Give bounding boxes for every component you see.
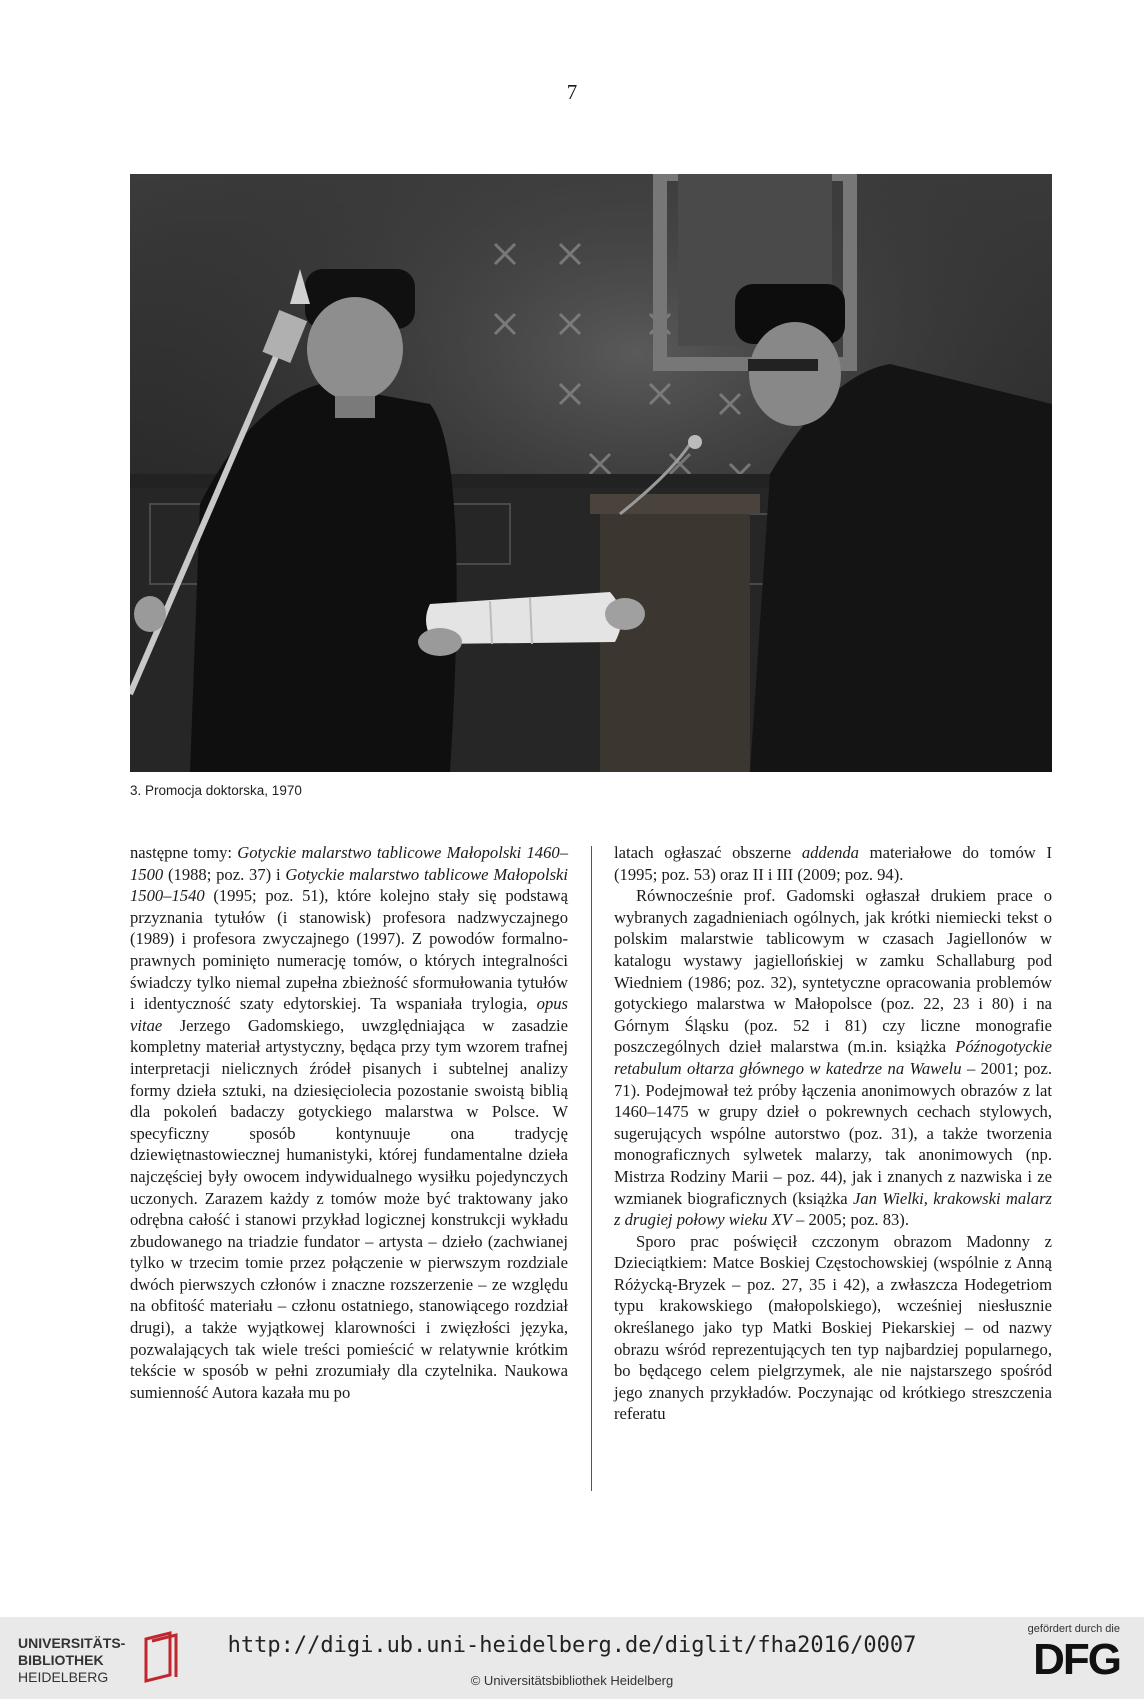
paragraph: następne tomy: Gotyckie malarstwo tablicowe Małopolski 1460–1500 (1988; poz. 37) i Gotyckie malarstwo tablicowe Małopolski 1500–1540 (1995; poz. 51), które kolejno stały się podstawą przyznania tytułów (i stanowisk) profesora nadzwyczajnego (1989) i profesora zwyczajnego (1997). Z powodów formalno-prawnych pominięto numerację tomów, o których integralności świadczy tylko niemal zupełna zbieżność sformułowania tytułów i identyczność szaty edytorskiej. Ta wspaniała trylogia, opus vitae Jerzego Gadomskiego, uwzględniająca w zasadzie kompletny materiał artystyczny, będąca przy tym wzorem trafnej interpretacji nielicznych źródeł pisanych i subtelnej analizy formy dzieła sztuki, na dziesięciolecia pozostanie swoistą biblią dla pokoleń badaczy gotyckiego malarstwa w Polsce. W specyficzny sposób kontynuuje ona tradycję dziewiętnastowiecznej humanistyki, której fundamentalne dzieła najczęściej były owocem indywidualnego wysiłku pojedynczych uczonych. Zarazem każdy z tomów może być traktowany jako odrębna całość i stanowi przykład logicznej konstrukcji wykładu zbudowanego na triadzie fundator – artysta – dzieło (zachwianej tylko w trzecim tomie przez połączenie w pierwszym rozdziale dwóch pierwszych członów i znaczne rozszerzenie – ze względu na obfitość materiału – członu ostatniego, stanowiącego rozdział drugi), a także wyjątkowej klarowności i zwięzłości języka, pozwalających tak wiele treści pomieścić w relatywnie krótkim tekście w sposób w pełni zrozumiały dla czytelnika. Naukowa sumienność Autora kazała mu po bbox=[130, 843, 569, 1402]
paragraph: latach ogłaszać obszerne addenda materiałowe do tomów I (1995; poz. 53) oraz II i III (2009; poz. 94). bbox=[614, 843, 1052, 884]
column-divider bbox=[591, 846, 592, 1491]
page-number: 7 bbox=[566, 80, 578, 104]
text-column-right bbox=[614, 842, 1052, 1425]
footer-url-link[interactable]: http://digi.ub.uni-heidelberg.de/diglit/fha2016/0007 bbox=[227, 1633, 917, 1658]
paragraph: Sporo prac poświęcił czczonym obrazom Madonny z Dzieciątkiem: Matce Boskiej Częstochowskiej (wspólnie z Anną Różycką-Bryzek – poz. 27, 35 i 42), a zwłaszcza Hodegetriom typu krakowskiego (małopolskiego), wcześniej niesłusznie określanego jako typ Matki Boskiej Piekarskiej – od nazwy obrazu wśród reprezentujących ten typ najbardziej popularnego, bo będącego celem pielgrzymek, ale nie najstarszego spośród jego znanych przykładów. Poczynając od krótkiego streszczenia referatu bbox=[614, 1231, 1052, 1424]
library-name-line3: HEIDELBERG bbox=[18, 1669, 109, 1685]
dfg-wordmark: DFG bbox=[1033, 1635, 1120, 1684]
paragraph: Równocześnie prof. Gadomski ogłaszał drukiem prace o wybranych zagadnieniach ogólnych, jak krótki niemiecki tekst o polskim malarstwie tablicowym w czasach Jagiellonów w katalogu wystawy jagiellońskiej w zamku Schallaburg pod Wiedniem (1986; poz. 32), syntetyczne opracowania problemów gotyckiego malarstwa w Małopolsce (poz. 22, 23 i 80) i na Górnym Śląsku (poz. 52 i 81) czy liczne monografie poszczególnych dzieł malarstwa (m.in. książka Późnogotyckie retabulum ołtarza głównego w katedrze na Wawelu – 2001; poz. 71). Podejmował też próby łączenia anonimowych obrazów z lat 1460–1475 w grupy dzieł o pokrewnych cechach stylowych, sugerujących wspólne autorstwo (poz. 31), a także tworzenia monograficznych sylwetek malarzy, tak anonimowych (np. Mistrza Rodziny Marii – poz. 44), jak i znanych z nazwiska i ze wzmianek biograficznych (książka Jan Wielki, krakowski malarz z drugiej połowy wieku XV – 2005; poz. 83). bbox=[614, 886, 1052, 1230]
funded-by-label: gefördert durch die bbox=[1027, 1623, 1120, 1635]
library-name-line1: UNIVERSITÄTS- bbox=[18, 1635, 126, 1651]
footer-bar bbox=[0, 1617, 1144, 1699]
dfg-logo[interactable] bbox=[1002, 1623, 1120, 1693]
doctoral-promotion-photo bbox=[130, 174, 1052, 772]
library-name-line2: BIBLIOTHEK bbox=[18, 1652, 104, 1668]
figure-caption: 3. Promocja doktorska, 1970 bbox=[130, 783, 302, 798]
footer-copyright: © Universitätsbibliothek Heidelberg bbox=[470, 1673, 674, 1688]
text-column-left bbox=[130, 842, 568, 1403]
